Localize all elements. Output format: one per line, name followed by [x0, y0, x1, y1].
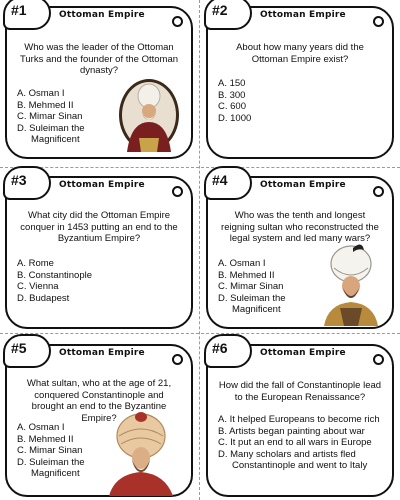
card-title: Ottoman Empire	[59, 10, 145, 20]
option-d-continued: Magnificent	[232, 304, 281, 315]
option-a: A. Osman I	[17, 88, 65, 99]
punch-hole-icon	[172, 186, 183, 197]
card-number-tab	[3, 0, 51, 30]
option-d: D. Budapest	[17, 292, 70, 304]
option-d: D. 1000	[218, 112, 252, 124]
card-title: Ottoman Empire	[260, 180, 346, 190]
option-b: B. 300	[218, 89, 246, 101]
card-number-tab	[3, 166, 51, 200]
mehmed-portrait-image	[103, 408, 179, 496]
option-d-continued: Constantinople and went to Italy	[232, 460, 368, 471]
card-number-tab	[204, 166, 252, 200]
card-number: #6	[212, 340, 228, 356]
card-title: Ottoman Empire	[59, 348, 145, 358]
card-number-tab	[204, 0, 252, 30]
card-title: Ottoman Empire	[260, 10, 346, 20]
option-c: C. It put an end to all wars in Europe	[218, 437, 372, 448]
option-c: C. Vienna	[17, 281, 59, 292]
question-text: What city did the Ottoman Empire conquer in 1453 putting an end to the Byzantium Empire?	[20, 210, 178, 244]
option-d: D. Suleiman the	[17, 456, 85, 468]
question-text: Who was the leader of the Ottoman Turks and the founder of the Ottoman dynasty?	[19, 42, 179, 76]
punch-hole-icon	[373, 16, 384, 27]
answer-options	[218, 258, 328, 316]
card-number: #4	[212, 172, 228, 188]
answer-options	[218, 414, 394, 472]
answer-options	[218, 78, 328, 124]
option-a: A. It helped Europeans to become rich	[218, 414, 380, 425]
option-d: D. Suleiman the	[218, 292, 286, 304]
option-c: C. Mimar Sinan	[17, 111, 83, 122]
option-b: B. Mehmed II	[218, 269, 275, 281]
punch-hole-icon	[172, 16, 183, 27]
task-card-6	[206, 340, 394, 497]
card-number: #3	[11, 172, 27, 188]
cut-line-vertical	[199, 0, 200, 500]
option-a: A. Rome	[17, 258, 54, 269]
answer-options	[17, 88, 127, 146]
task-card-4	[206, 172, 394, 329]
suleiman-portrait-image	[320, 242, 382, 326]
option-a: A. 150	[218, 78, 246, 89]
option-a: A. Osman I	[17, 422, 65, 433]
task-card-2	[206, 2, 394, 159]
option-d-continued: Magnificent	[31, 468, 80, 479]
question-text: About how many years did the Ottoman Empire exist?	[236, 42, 364, 65]
punch-hole-icon	[373, 186, 384, 197]
card-title: Ottoman Empire	[59, 180, 145, 190]
option-d: D. Suleiman the	[17, 122, 85, 134]
task-card-1	[5, 2, 193, 159]
punch-hole-icon	[373, 354, 384, 365]
card-number: #1	[11, 2, 27, 18]
option-b: B. Mehmed II	[17, 99, 74, 111]
card-number: #2	[212, 2, 228, 18]
card-number: #5	[11, 340, 27, 356]
option-b: B. Constantinople	[17, 269, 92, 281]
option-b: B. Artists began painting about war	[218, 425, 365, 437]
option-a: A. Osman I	[218, 258, 266, 269]
option-c: C. Mimar Sinan	[17, 445, 83, 456]
punch-hole-icon	[172, 354, 183, 365]
option-b: B. Mehmed II	[17, 433, 74, 445]
option-c: C. 600	[218, 101, 246, 112]
question-text: What sultan, who at the age of 21, conquered Constantinople and brought an end to the Byzantine Empire?	[26, 378, 172, 424]
option-d: D. Many scholars and artists fled	[218, 448, 356, 460]
card-number-tab	[204, 334, 252, 368]
osman-portrait-image	[117, 78, 181, 152]
question-text: Who was the tenth and longest reigning sultan who reconstructed the legal system and led many wars?	[221, 210, 379, 244]
option-c: C. Mimar Sinan	[218, 281, 284, 292]
card-number-tab	[3, 334, 51, 368]
answer-options	[17, 258, 127, 304]
option-d-continued: Magnificent	[31, 134, 80, 145]
cut-line-horizontal	[0, 167, 400, 168]
task-card-5	[5, 340, 193, 497]
task-card-3	[5, 172, 193, 329]
cut-line-horizontal	[0, 333, 400, 334]
question-text: How did the fall of Constantinople lead to the European Renaissance?	[218, 380, 382, 403]
card-title: Ottoman Empire	[260, 348, 346, 358]
